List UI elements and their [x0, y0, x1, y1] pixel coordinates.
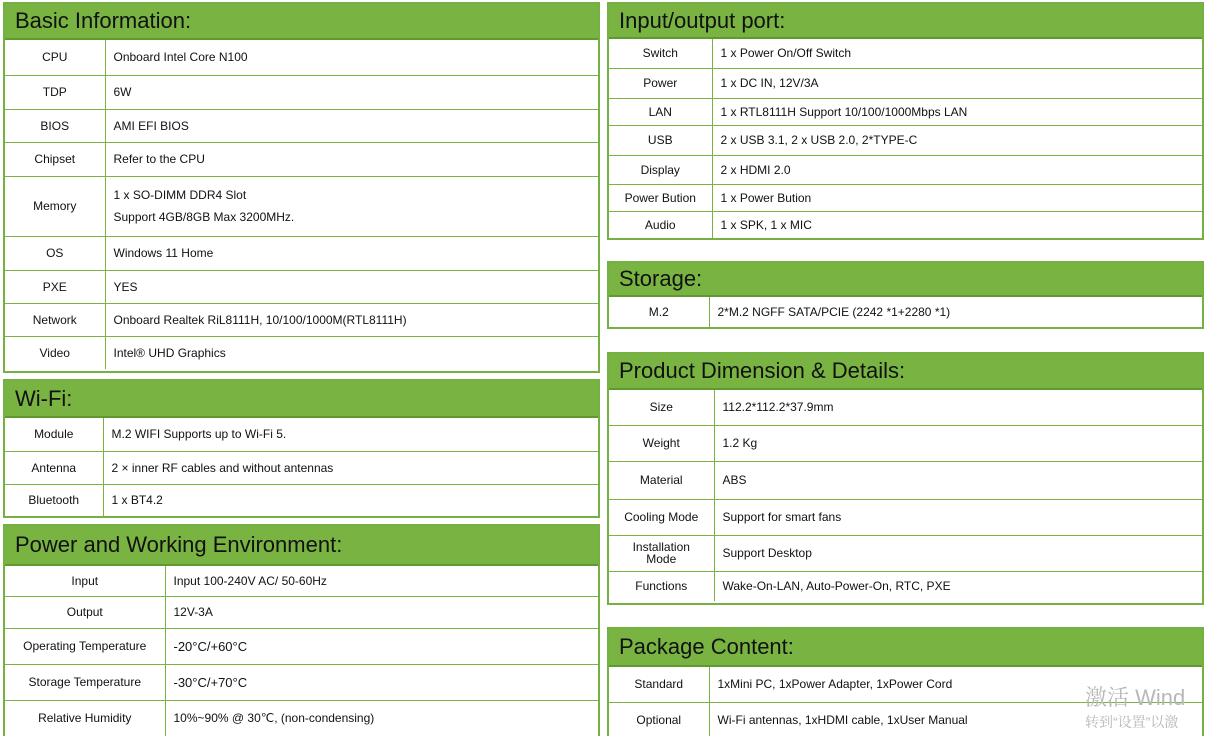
table-row	[5, 142, 598, 176]
spec-label-size: Size	[609, 390, 714, 425]
spec-label-network: Network	[5, 303, 105, 336]
table-row	[609, 297, 1202, 327]
power-environment-title: Power and Working Environment:	[5, 526, 598, 566]
table-row	[5, 418, 598, 451]
spec-value-standard: 1xMini PC, 1xPower Adapter, 1xPower Cord	[709, 667, 1202, 702]
wifi-table	[5, 418, 598, 516]
table-row	[609, 461, 1202, 499]
spec-value-memory	[105, 176, 598, 236]
table-row	[5, 75, 598, 109]
table-row	[5, 40, 598, 75]
spec-label-audio: Audio	[609, 211, 712, 238]
spec-value-pxe: YES	[105, 270, 598, 303]
storage-title: Storage:	[609, 263, 1202, 297]
spec-label-os: OS	[5, 236, 105, 270]
spec-value-functions: Wake-On-LAN, Auto-Power-On, RTC, PXE	[722, 579, 951, 594]
spec-value-size: 112.2*112.2*37.9mm	[714, 390, 1202, 425]
spec-label-storage-temperature: Storage Temperature	[5, 664, 165, 700]
spec-label-display: Display	[609, 155, 712, 184]
spec-label-video: Video	[5, 336, 105, 369]
spec-label-antenna: Antenna	[5, 451, 103, 484]
spec-label-switch: Switch	[609, 39, 712, 68]
spec-value-cpu: Onboard Intel Core N100	[105, 40, 598, 75]
storage-panel	[607, 261, 1204, 329]
power-environment-panel	[3, 524, 600, 736]
spec-label-cooling-mode: Cooling Mode	[609, 499, 714, 535]
product-dimension-table	[609, 390, 1202, 601]
table-row	[5, 236, 598, 270]
spec-label-module: Module	[5, 418, 103, 451]
spec-value-installation-mode: Support Desktop	[714, 535, 1202, 571]
spec-value-network: Onboard Realtek RiL8111H, 10/100/1000M(RTL8111H)	[105, 303, 598, 336]
basic-information-panel	[3, 2, 600, 373]
package-content-title: Package Content:	[609, 629, 1202, 667]
table-row	[609, 155, 1202, 184]
spec-value-os: Windows 11 Home	[105, 236, 598, 270]
table-row	[609, 98, 1202, 125]
spec-label-m2: M.2	[609, 297, 709, 327]
spec-value-audio: 1 x SPK, 1 x MIC	[720, 217, 812, 232]
spec-value-power: 1 x DC IN, 12V/3A	[712, 68, 1202, 98]
spec-value-material: ABS	[714, 461, 1202, 499]
table-row	[5, 566, 598, 596]
table-row	[5, 303, 598, 336]
table-row	[609, 184, 1202, 211]
table-row	[609, 499, 1202, 535]
installation-label-line2: Mode	[646, 552, 677, 566]
wifi-title: Wi-Fi:	[5, 381, 598, 418]
spec-label-material: Material	[609, 461, 714, 499]
spec-value-bluetooth: 1 x BT4.2	[111, 493, 163, 508]
spec-value-usb: 2 x USB 3.1, 2 x USB 2.0, 2*TYPE-C	[712, 125, 1202, 155]
spec-value-display: 2 x HDMI 2.0	[712, 155, 1202, 184]
spec-label-usb: USB	[609, 125, 712, 155]
spec-label-output: Output	[5, 596, 165, 628]
spec-label-bios: BIOS	[5, 109, 105, 142]
spec-value-bios: AMI EFI BIOS	[105, 109, 598, 142]
basic-information-table	[5, 40, 598, 369]
spec-value-input: Input 100-240V AC/ 50-60Hz	[165, 566, 598, 596]
spec-label-functions: Functions	[609, 571, 714, 601]
table-row	[609, 39, 1202, 68]
watermark-line2: 转到“设置”以激	[1085, 714, 1179, 730]
io-port-table	[609, 39, 1202, 238]
table-row	[5, 176, 598, 236]
table-row	[609, 125, 1202, 155]
spec-value-relative-humidity: 10%~90% @ 30℃, (non-condensing)	[173, 711, 375, 726]
spec-value-lan: 1 x RTL8111H Support 10/100/1000Mbps LAN	[712, 98, 1202, 125]
activation-watermark	[1085, 681, 1203, 732]
spec-value-antenna: 2 × inner RF cables and without antennas	[103, 451, 598, 484]
table-row	[609, 425, 1202, 461]
spec-value-power-bution: 1 x Power Bution	[712, 184, 1202, 211]
spec-label-installation-mode	[609, 535, 714, 571]
table-row	[609, 68, 1202, 98]
spec-value-optional: Wi-Fi antennas, 1xHDMI cable, 1xUser Manual	[717, 713, 968, 728]
spec-label-lan: LAN	[609, 98, 712, 125]
spec-value-cooling-mode: Support for smart fans	[714, 499, 1202, 535]
table-row	[5, 596, 598, 628]
power-environment-table	[5, 566, 598, 736]
memory-slot-text: 1 x SO-DIMM DDR4 Slot	[113, 188, 247, 202]
spec-value-storage-temperature: -30°C/+70°C	[165, 664, 598, 700]
io-port-title: Input/output port:	[609, 4, 1202, 39]
table-row	[609, 211, 1202, 238]
table-row	[5, 336, 598, 369]
table-row	[5, 484, 598, 516]
io-port-panel	[607, 2, 1204, 240]
installation-label-line1: Installation	[632, 540, 690, 554]
table-row	[5, 109, 598, 142]
table-row	[5, 700, 598, 736]
spec-value-module: M.2 WIFI Supports up to Wi-Fi 5.	[103, 418, 598, 451]
spec-label-bluetooth: Bluetooth	[5, 484, 103, 516]
table-row	[5, 270, 598, 303]
spec-value-tdp: 6W	[105, 75, 598, 109]
spec-label-operating-temperature: Operating Temperature	[5, 628, 165, 664]
spec-value-output: 12V-3A	[165, 596, 598, 628]
spec-value-m2: 2*M.2 NGFF SATA/PCIE (2242 *1+2280 *1)	[717, 305, 951, 319]
spec-label-input: Input	[5, 566, 165, 596]
watermark-line1: 激活 Wind	[1085, 685, 1186, 710]
table-row	[5, 628, 598, 664]
spec-label-power: Power	[609, 68, 712, 98]
spec-label-cpu: CPU	[5, 40, 105, 75]
spec-value-operating-temperature: -20°C/+60°C	[165, 628, 598, 664]
table-row	[5, 664, 598, 700]
memory-support-text: Support 4GB/8GB Max 3200MHz.	[113, 210, 295, 224]
basic-information-title: Basic Information:	[5, 4, 598, 40]
spec-label-standard: Standard	[609, 667, 709, 702]
spec-label-relative-humidity: Relative Humidity	[5, 700, 165, 736]
spec-value-switch: 1 x Power On/Off Switch	[712, 39, 1202, 68]
table-row	[609, 571, 1202, 601]
spec-label-power-bution: Power Bution	[609, 184, 712, 211]
spec-value-video: Intel® UHD Graphics	[113, 345, 226, 360]
table-row	[609, 390, 1202, 425]
spec-label-memory: Memory	[5, 176, 105, 236]
spec-label-optional: Optional	[609, 702, 709, 736]
storage-table	[609, 297, 1202, 327]
table-row	[5, 451, 598, 484]
spec-value-chipset: Refer to the CPU	[105, 142, 598, 176]
product-dimension-title: Product Dimension & Details:	[609, 354, 1202, 390]
spec-label-pxe: PXE	[5, 270, 105, 303]
spec-label-chipset: Chipset	[5, 142, 105, 176]
spec-label-tdp: TDP	[5, 75, 105, 109]
wifi-panel	[3, 379, 600, 518]
table-row	[609, 535, 1202, 571]
spec-label-weight: Weight	[609, 425, 714, 461]
spec-value-weight: 1.2 Kg	[714, 425, 1202, 461]
product-dimension-panel	[607, 352, 1204, 605]
